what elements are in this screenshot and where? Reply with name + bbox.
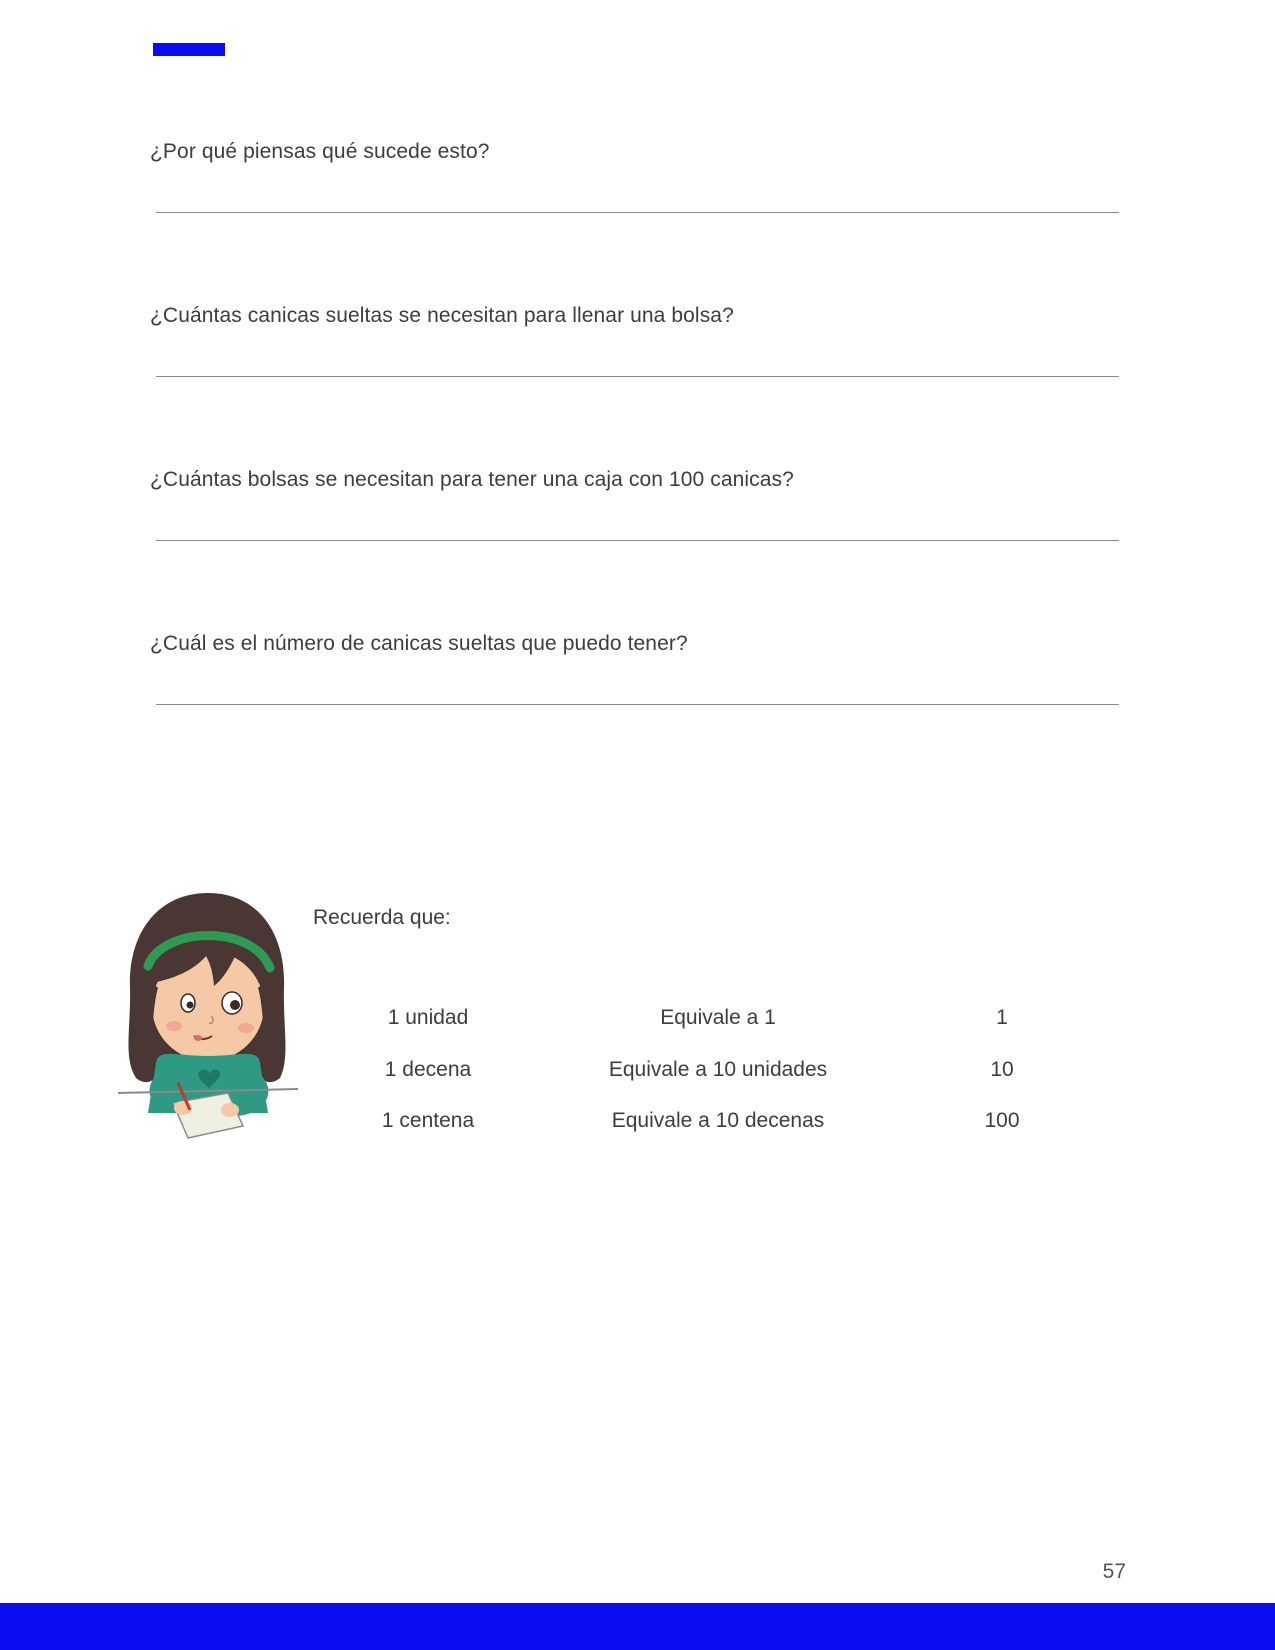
unit-cell: 1 decena [384,1058,472,1081]
equivalence-cell: Equivale a 10 decenas [611,1109,825,1132]
unit-cell: 1 unidad [387,1006,469,1029]
value-cell: 100 [984,1109,1020,1132]
table-row [0,1109,1275,1139]
question-2: ¿Cuántas canicas sueltas se necesitan para llenar una bolsa? [150,304,734,327]
reminder-title: Recuerda que: [313,906,451,929]
question-1: ¿Por qué piensas qué sucede esto? [150,140,490,163]
question-4: ¿Cuál es el número de canicas sueltas que puedo tener? [150,632,688,655]
table-row [0,1006,1275,1036]
answer-line-2[interactable] [156,376,1119,377]
bottom-accent-band [0,1603,1275,1650]
equivalence-cell: Equivale a 1 [660,1006,776,1029]
value-cell: 10 [990,1058,1014,1081]
value-cell: 1 [996,1006,1008,1029]
answer-line-3[interactable] [156,540,1119,541]
question-3: ¿Cuántas bolsas se necesitan para tener una caja con 100 canicas? [150,468,794,491]
answer-line-1[interactable] [156,212,1119,213]
page-number: 57 [1102,1560,1126,1583]
table-row [0,1058,1275,1088]
top-accent-bar [153,43,225,56]
equivalence-cell: Equivale a 10 unidades [608,1058,828,1081]
unit-cell: 1 centena [381,1109,475,1132]
answer-line-4[interactable] [156,704,1119,705]
